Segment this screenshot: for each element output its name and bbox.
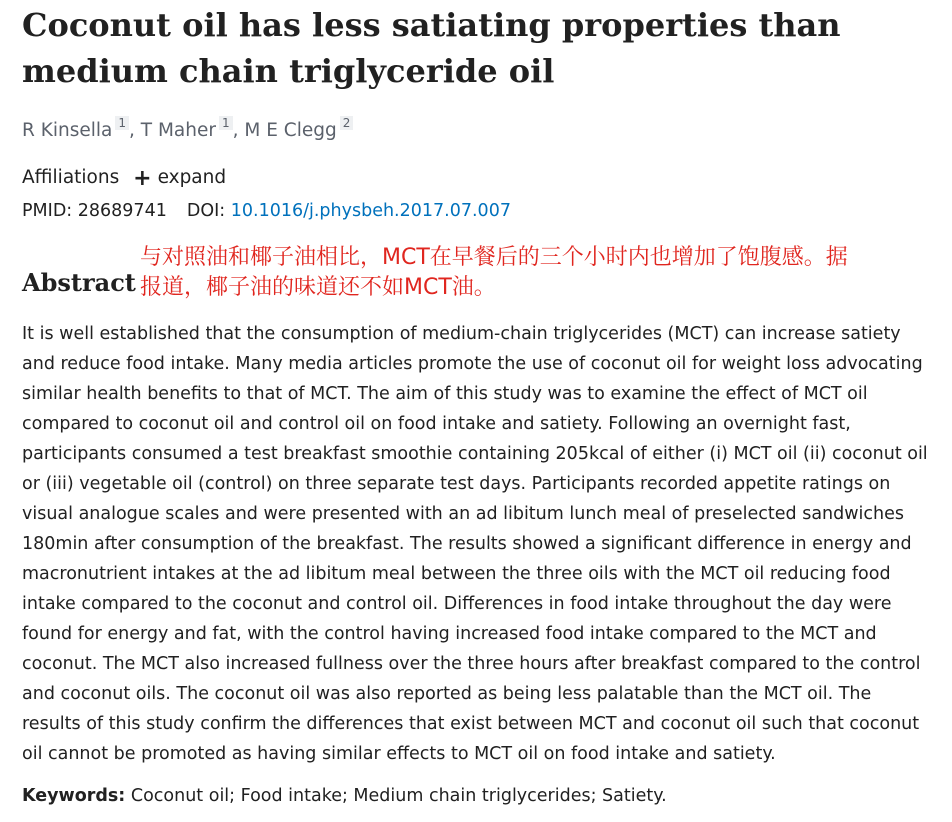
- author-separator: ,: [129, 120, 141, 142]
- affiliations-label: Affiliations: [22, 167, 120, 188]
- expand-label: expand: [157, 167, 227, 188]
- doi-link[interactable]: 10.1016/j.physbeh.2017.07.007: [230, 201, 511, 221]
- keywords-row: [22, 786, 667, 806]
- author-link[interactable]: M E Clegg: [244, 120, 337, 142]
- author-link[interactable]: T Maher: [140, 120, 216, 142]
- pmid-label: PMID:: [22, 201, 73, 221]
- article-identifiers: [22, 201, 511, 221]
- pmid-value: 28689741: [77, 201, 167, 221]
- keywords-value: Coconut oil; Food intake; Medium chain triglycerides; Satiety.: [130, 786, 667, 806]
- abstract-text: It is well established that the consumption of medium-chain triglycerides (MCT) can increase satiety and reduce food intake. Many media articles promote the use of coconut oil for weight loss advocating similar health benefits to that of MCT. The aim of this study was to examine the effect of MCT oil compared to coconut oil and control oil on food intake and satiety. Following an overnight fast, participants consumed a test breakfast smoothie containing 205kcal of either (i) MCT oil (ii) coconut oil or (iii) vegetable oil (control) on three separate test days. Participants recorded appetite ratings on visual analogue scales and were presented with an ad libitum lunch meal of preselected sandwiches 180min after consumption of the breakfast. The results showed a significant difference in energy and macronutrient intakes at the ad libitum meal between the three oils with the MCT oil reducing food intake compared to the coconut and control oil. Differences in food intake throughout the day were found for energy and fat, with the control having increased food intake compared to the MCT and coconut. The MCT also increased fullness over the three hours after breakfast compared to the control and coconut oils. The coconut oil was also reported as being less palatable than the MCT oil. The results of this study confirm the differences that exist between MCT and coconut oil such that coconut oil cannot be promoted as having similar effects to MCT oil on food intake and satiety.: [22, 324, 928, 764]
- affiliation-ref[interactable]: 2: [340, 116, 354, 130]
- article-title: Coconut oil has less satiating properties than medium chain triglyceride oil: [22, 6, 841, 90]
- affiliation-ref[interactable]: 1: [115, 116, 129, 130]
- author-list: [22, 118, 353, 141]
- affiliations-row: [22, 164, 226, 189]
- affiliation-ref[interactable]: 1: [219, 116, 233, 130]
- expand-affiliations-button[interactable]: [133, 166, 227, 191]
- author-link[interactable]: R Kinsella: [22, 120, 113, 142]
- abstract-heading: Abstract: [22, 268, 136, 297]
- author-separator: ,: [232, 120, 245, 142]
- doi-label: DOI:: [186, 201, 226, 221]
- chinese-annotation: 与对照油和椰子油相比，MCT在早餐后的三个小时内也增加了饱腹感。据报道，椰子油的味道还不如MCT油。: [140, 245, 848, 300]
- keywords-label: Keywords:: [22, 786, 126, 806]
- plus-icon: +: [133, 166, 152, 191]
